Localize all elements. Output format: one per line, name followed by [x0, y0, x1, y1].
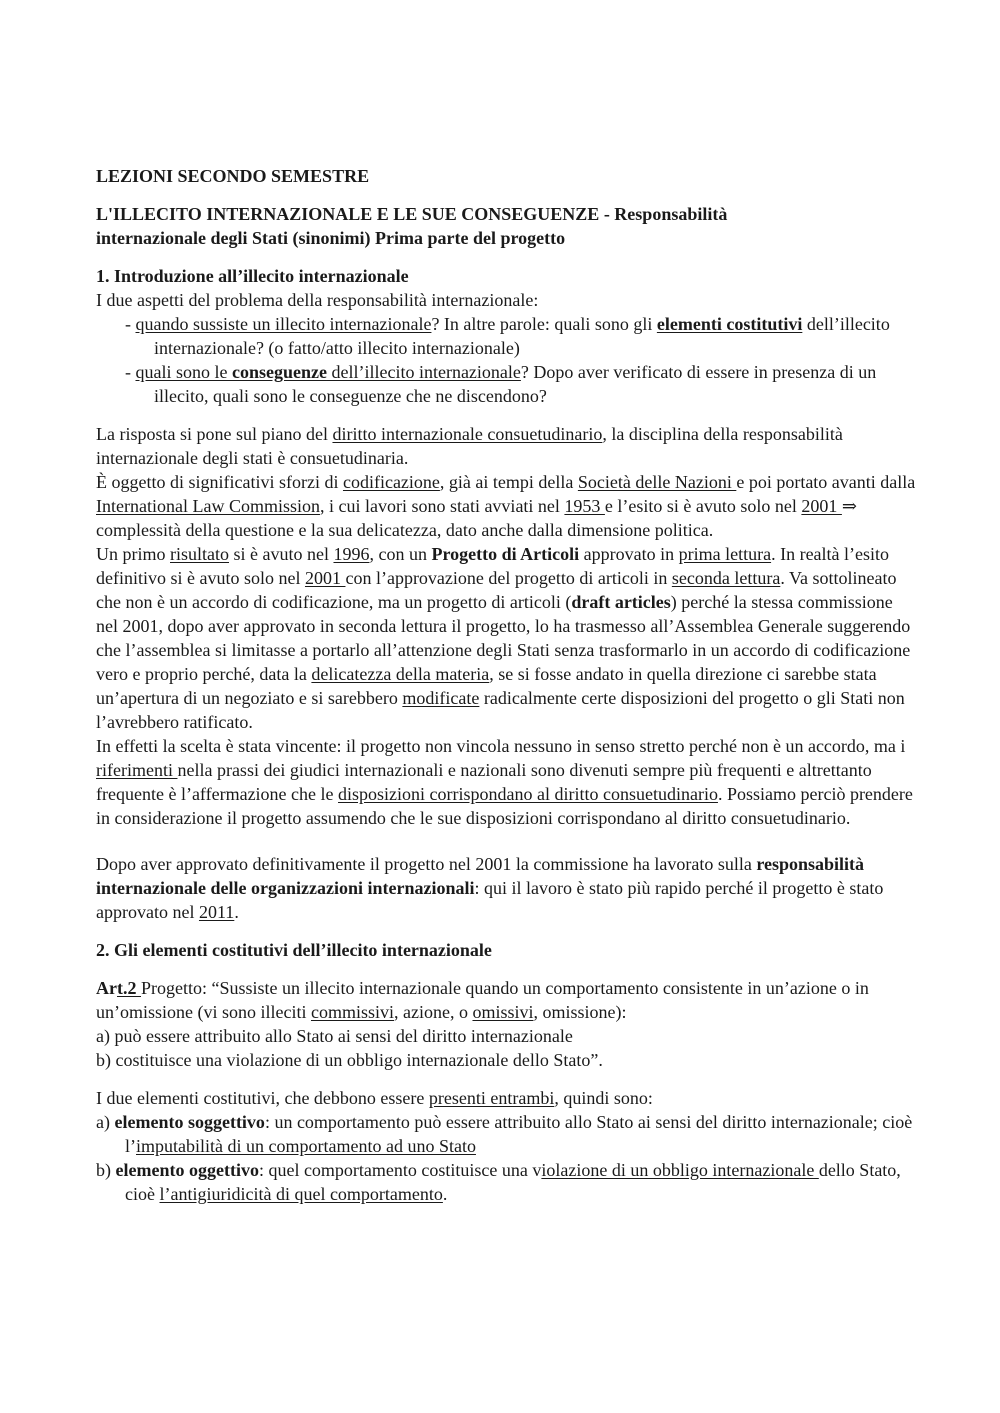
- text-run: I due elementi costitutivi, che debbono essere: [96, 1088, 429, 1108]
- paragraph-customary-law: [96, 422, 916, 470]
- article-2-line-b: b) costituisce una violazione di un obbligo internazionale dello Stato”.: [96, 1050, 603, 1070]
- text-run: .: [442, 1184, 448, 1204]
- list-item-1: [96, 312, 916, 360]
- underlined-text: imputabilità di un comportamento ad uno Stato: [136, 1136, 476, 1156]
- bold-text: draft articles: [571, 592, 671, 612]
- paragraph-two-elements: [96, 1086, 916, 1110]
- bold-underlined-text: t.2: [117, 978, 141, 998]
- list-dash: -: [125, 362, 136, 382]
- text-run: e poi portato avanti dalla: [736, 472, 916, 492]
- underlined-text: 1996: [333, 544, 370, 564]
- document-page: [96, 164, 916, 1206]
- underlined-text: diritto internazionale consuetudinario: [332, 424, 603, 444]
- underlined-text: Società delle Nazioni: [577, 472, 737, 492]
- bold-text: elemento oggettivo: [115, 1160, 259, 1180]
- underlined-text: commissivi: [310, 1002, 394, 1022]
- underlined-text: modificate: [402, 688, 480, 708]
- text-run: .: [234, 902, 239, 922]
- document-title: LEZIONI SECONDO SEMESTRE: [96, 166, 370, 186]
- text-run: ) perché la stessa commissione nel 2001, dopo aver approvato in seconda lettura il progetto, lo ha trasmesso all’Assemblea Generale suggerendo che l’assemblea si limitasse a portarlo all’attenzione degli Stati senza trasformarlo in un accordo di codificazione vero e proprio perché, data la: [96, 592, 911, 684]
- underlined-text: presenti entrambi: [428, 1088, 555, 1108]
- text-run: , la disciplina della responsabilità internazionale degli stati è consuetudinaria.: [96, 424, 843, 468]
- element-objective: [96, 1158, 916, 1206]
- chapter-heading-line1: L'ILLECITO INTERNAZIONALE E LE SUE CONSEGUENZE - Responsabilità: [96, 204, 728, 224]
- text-run: nella prassi dei giudici internazionali e nazionali sono divenuti sempre più frequenti e altrettanto frequente è l’affermazione che le: [96, 760, 872, 804]
- text-run: È oggetto di significativi sforzi di: [96, 472, 343, 492]
- underlined-text: quali sono le: [135, 362, 232, 382]
- bold-text: elemento soggettivo: [114, 1112, 265, 1132]
- underlined-text: quando sussiste un illecito internazionale: [135, 314, 432, 334]
- section-1-heading: 1. Introduzione all’illecito internazionale: [96, 266, 409, 286]
- list-marker: b): [96, 1160, 116, 1180]
- underlined-text: risultato: [170, 544, 229, 564]
- text-run: , con un: [369, 544, 432, 564]
- text-run: ⇒ complessità della questione e la sua delicatezza, dato anche dalla dimensione politica.: [96, 496, 857, 540]
- bold-text: Progetto di Articoli: [431, 544, 580, 564]
- underlined-text: seconda lettura: [671, 568, 781, 588]
- text-run: Dopo aver approvato definitivamente il progetto nel 2001 la commissione ha lavorato sulla: [96, 854, 757, 874]
- paragraph-success: [96, 734, 916, 830]
- paragraph-codification: [96, 470, 916, 542]
- text-run: radicalmente certe disposizioni del progetto o gli Stati non l’avrebbero ratificato.: [96, 688, 905, 732]
- text-run: approvato in: [579, 544, 679, 564]
- text-run: , omissione):: [533, 1002, 627, 1022]
- text-run: ? In altre parole: quali sono gli: [431, 314, 657, 334]
- text-run: , i cui lavori sono stati avviati nel: [319, 496, 565, 516]
- text-run: , già ai tempi della: [439, 472, 578, 492]
- underlined-text: delicatezza della materia: [311, 664, 490, 684]
- underlined-text: iolazione di un obbligo internazionale: [541, 1160, 819, 1180]
- text-run: : qui il lavoro è stato più rapido perché il progetto è stato approvato nel: [96, 878, 884, 922]
- underlined-text: omissivi: [472, 1002, 534, 1022]
- underlined-text: 2011: [198, 902, 235, 922]
- underlined-text: 2001: [801, 496, 842, 516]
- underlined-text: dell’illecito internazionale: [326, 362, 521, 382]
- text-run: si è avuto nel: [229, 544, 334, 564]
- text-run: , se si fosse andato in quella direzione ci sarebbe stata un’apertura di un negoziato e si sarebbero: [96, 664, 877, 708]
- list-item-2: [96, 360, 916, 408]
- text-run: Un primo: [96, 544, 170, 564]
- text-run: . Possiamo perciò prendere in considerazione il progetto assumendo che le sue disposizioni corrispondano al diritto consuetudinario.: [96, 784, 913, 828]
- underlined-text: disposizioni corrispondano al diritto consuetudinario: [338, 784, 718, 804]
- paragraph-article-2: [96, 976, 916, 1024]
- underlined-text: riferimenti: [96, 760, 178, 780]
- text-run: dello Stato, cioè: [125, 1160, 901, 1204]
- text-run: . Va sottolineato che non è un accordo di codificazione, ma un progetto di articoli (: [96, 568, 897, 612]
- chapter-heading: [96, 202, 916, 250]
- section-2-heading: 2. Gli elementi costitutivi dell’illecito internazionale: [96, 940, 492, 960]
- text-run: ? Dopo aver verificato di essere in presenza di un illecito, quali sono le conseguenze che ne discendono?: [154, 362, 877, 406]
- list-marker: a): [96, 1112, 115, 1132]
- text-run: : un comportamento può essere attribuito allo Stato ai sensi del diritto internazionale; cioè l’: [125, 1112, 913, 1156]
- text-run: dell’illecito internazionale? (o fatto/atto illecito internazionale): [154, 314, 890, 358]
- bold-text: Ar: [96, 978, 117, 998]
- text-run: con l’approvazione del progetto di articoli in: [345, 568, 672, 588]
- bold-underlined-text: elementi costitutivi: [656, 314, 803, 334]
- text-run: : quel comportamento costituisce una v: [258, 1160, 542, 1180]
- bold-underlined-text: conseguenze: [232, 362, 327, 382]
- element-subjective: [96, 1110, 916, 1158]
- text-run: , quindi sono:: [554, 1088, 653, 1108]
- text-run: In effetti la scelta è stata vincente: il progetto non vincola nessuno in senso stretto perché non è un accordo, ma i: [96, 736, 906, 756]
- underlined-text: International Law Commission: [96, 496, 320, 516]
- text-run: . In realtà l’esito definitivo si è avuto solo nel: [96, 544, 890, 588]
- bold-text: responsabilità internazionale delle organizzazioni internazionali: [96, 854, 865, 898]
- text-run: La risposta si pone sul piano del: [96, 424, 333, 444]
- chapter-heading-line2: internazionale degli Stati (sinonimi) Prima parte del progetto: [96, 228, 566, 248]
- list-dash: -: [125, 314, 136, 334]
- underlined-text: prima lettura: [678, 544, 772, 564]
- paragraph-draft-articles: [96, 542, 916, 734]
- text-run: e l’esito si è avuto solo nel: [604, 496, 802, 516]
- paragraph-organizations: [96, 852, 916, 924]
- underlined-text: 2001: [304, 568, 346, 588]
- underlined-text: codificazione: [342, 472, 440, 492]
- section-1-intro: I due aspetti del problema della responsabilità internazionale:: [96, 290, 539, 310]
- text-run: Progetto: “Sussiste un illecito internazionale quando un comportamento consistente in un’azione o in un’omissione (vi sono illeciti: [96, 978, 869, 1022]
- article-2-line-a: a) può essere attribuito allo Stato ai sensi del diritto internazionale: [96, 1026, 573, 1046]
- underlined-text: l’antigiuridicità di quel comportamento: [159, 1184, 443, 1204]
- text-run: , azione, o: [394, 1002, 473, 1022]
- underlined-text: 1953: [564, 496, 605, 516]
